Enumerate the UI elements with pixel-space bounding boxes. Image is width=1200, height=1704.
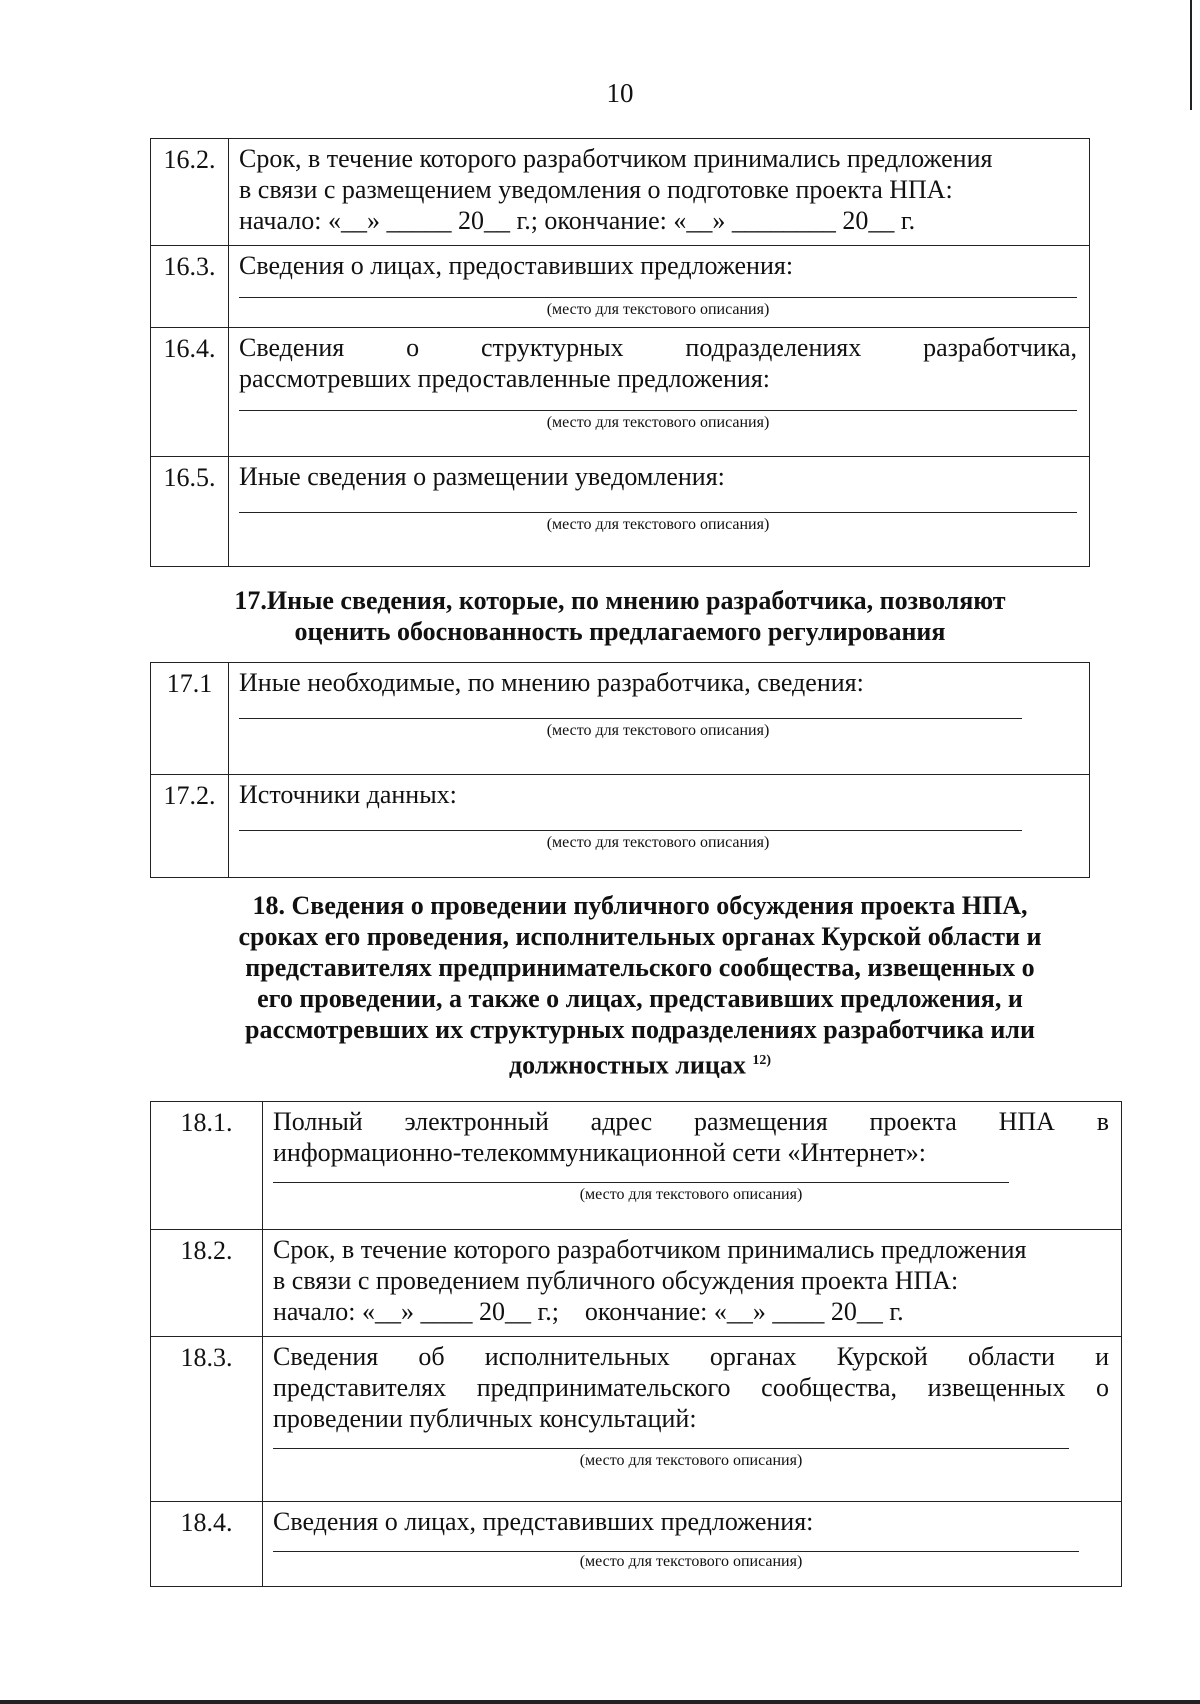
row-label: Источники данных: [239,780,457,809]
table-row-16-5 [151,457,1090,567]
text-input-line[interactable] [239,700,1022,719]
title-line: рассмотревших их структурных подразделениях разработчика или [245,1015,1035,1044]
table-row-17-1 [151,663,1090,775]
row-content [263,1230,1122,1337]
text-line: информационно-телекоммуникационной сети «Интернет»: [273,1138,927,1167]
row-number: 18.4. [151,1502,263,1587]
text-input-line[interactable] [273,1539,1079,1552]
table-18 [150,1101,1122,1587]
table-row-18-1 [151,1102,1122,1230]
table-16 [150,138,1090,567]
row-content [263,1502,1122,1587]
table-row-18-4 [151,1502,1122,1587]
scan-edge-right [1190,0,1192,110]
text-input-line[interactable] [239,494,1077,513]
row-number: 18.1. [151,1102,263,1230]
title-line: сроках его проведения, исполнительных органах Курской области и [238,922,1042,951]
title-line: его проведении, а также о лицах, представивших предложения, и [257,984,1023,1013]
text-line: Сведения об исполнительных органах Курской области и [273,1342,1109,1371]
text-line: Срок, в течение которого разработчиком принимались предложения [239,144,993,173]
field-caption: (место для текстового описания) [579,1186,803,1203]
scan-edge-bottom [0,1700,1200,1704]
table-row-16-4 [151,328,1090,457]
row-content [229,139,1090,246]
title-line: 17.Иные сведения, которые, по мнению разработчика, позволяют [234,586,1006,615]
title-line: оценить обоснованность предлагаемого регулирования [294,617,946,646]
date-range-line: начало: «__» ____ 20__ г.; окончание: «__» ____ 20__ г. [273,1297,904,1326]
row-number: 16.3. [151,246,229,328]
row-content [229,246,1090,328]
table-row-16-3 [151,246,1090,328]
row-number: 17.1 [151,663,229,775]
row-content [263,1102,1122,1230]
field-caption: (место для текстового описания) [546,414,770,431]
text-line: проведении публичных консультаций: [273,1404,697,1433]
row-number: 18.2. [151,1230,263,1337]
row-number: 18.3. [151,1337,263,1502]
field-caption: (место для текстового описания) [546,834,770,851]
field-caption: (место для текстового описания) [546,722,770,739]
table-17 [150,662,1090,878]
row-label: Сведения о лицах, предоставивших предложения: [239,251,794,280]
table-row-18-3 [151,1337,1122,1502]
title-line [170,1045,1110,1081]
text-line: рассмотревших предоставленные предложения: [239,364,771,393]
field-caption: (место для текстового описания) [579,1553,803,1570]
row-content [229,457,1090,567]
text-line: Срок, в течение которого разработчиком принимались предложения [273,1235,1027,1264]
field-caption: (место для текстового описания) [579,1452,803,1469]
row-content [263,1337,1122,1502]
field-caption: (место для текстового описания) [546,516,770,533]
text-line: представителях предпринимательского сообщества, извещенных о [273,1373,1109,1402]
row-label: Иные сведения о размещении уведомления: [239,462,725,491]
table-row-17-2 [151,775,1090,878]
text-line: Полный электронный адрес размещения проекта НПА в [273,1107,1109,1136]
row-number: 17.2. [151,775,229,878]
footnote-marker: 12) [752,1053,772,1068]
row-number: 16.5. [151,457,229,567]
title-last-text: должностных лицах [508,1050,746,1080]
row-content [229,775,1090,878]
row-number: 16.4. [151,328,229,457]
title-line: 18. Сведения о проведении публичного обсуждения проекта НПА, [252,891,1028,920]
table-row-18-2 [151,1230,1122,1337]
text-line: Сведения о структурных подразделениях разработчика, [239,333,1077,362]
date-range-line: начало: «__» _____ 20__ г.; окончание: «__» ________ 20__ г. [239,206,916,235]
text-input-line[interactable] [273,1436,1069,1449]
row-content [229,328,1090,457]
text-input-line[interactable] [273,1170,1009,1183]
row-label: Сведения о лицах, представивших предложения: [273,1507,814,1536]
text-input-line[interactable] [239,283,1077,298]
row-content [229,663,1090,775]
text-input-line[interactable] [239,812,1022,831]
text-line: в связи с проведением публичного обсуждения проекта НПА: [273,1266,959,1295]
row-label: Иные необходимые, по мнению разработчика, сведения: [239,668,864,697]
table-row-16-2 [151,139,1090,246]
title-line: представителях предпринимательского сообщества, извещенных о [245,953,1035,982]
text-line: в связи с размещением уведомления о подготовке проекта НПА: [239,175,953,204]
section-17-title [150,585,1090,647]
text-input-line[interactable] [239,396,1077,411]
page-number: 10 [606,78,634,108]
section-18-title [170,890,1110,1081]
row-number: 16.2. [151,139,229,246]
field-caption: (место для текстового описания) [546,301,770,318]
